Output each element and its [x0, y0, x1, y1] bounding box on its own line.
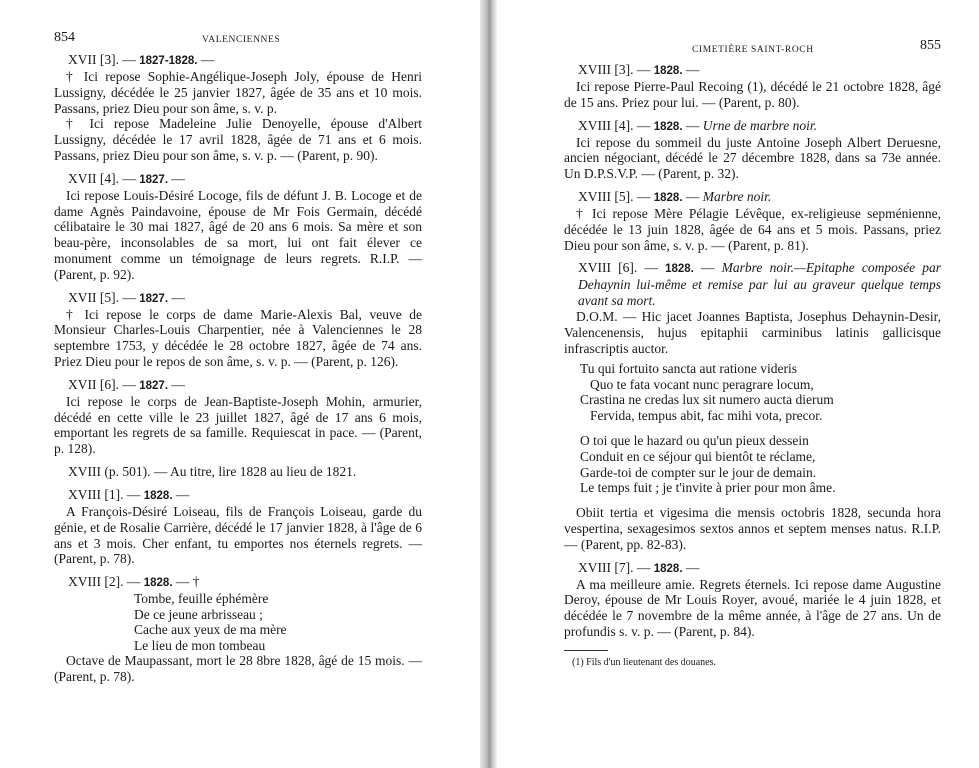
entry-text: Ici repose Louis-Désiré Locoge, fils de défunt J. B. Locoge et de dame Agnès Paindavoine, épouse de Mr Fois Germain, décédé célibataire le 30 mai 1827, âgé de 20 ans 6 mois. Sa mère et son beau-père, inconsolables de sa mort, lui ont fait élever ce monument comme un témoignage de leurs regrets. R.I.P. — (Parent, p. 92). [54, 187, 422, 282]
poem-line: Le lieu de mon tombeau [134, 637, 266, 653]
obiit-text: Obiit tertia et vigesima die mensis octobris 1828, secunda hora vespertina, sexagesimos sextos annos et septem menses natus. R.I.P. — (Parent, pp. 82-83). [564, 505, 941, 552]
entry-text: Ici repose le corps de Jean-Baptiste-Joseph Mohin, armurier, décédé en cette ville le 23 juillet 1827, âgé de 17 ans 6 mois, emportant les regrets de sa famille. Requiescat in pace. — (Parent, p. 128). [54, 393, 422, 457]
entry-xviii-2: XVIII [2]. — 1828. — † Tombe, feuille éphémère De ce jeune arbrisseau ; Cache aux yeux de ma mère Le lieu de mon tombeau Octave de Maupassant, mort le 28 8bre 1828, âgé de 15 mois. — (Parent, p. 78). [54, 574, 422, 684]
entry-xvii-6: XVII [6]. — 1827. — Ici repose le corps de Jean-Baptiste-Joseph Mohin, armurier, décédé en cette ville le 23 juillet 1827, âgé de 17 ans 6 mois, emportant les regrets de sa famille. Requiescat in pace. — (Parent, p. 128). [54, 376, 422, 457]
entry-xviii-correction: XVIII (p. 501). — Au titre, lire 1828 au lieu de 1821. [68, 463, 357, 479]
verse-line: Crastina ne credas lux sit numero aucta dierum [580, 392, 834, 408]
footnote: (1) Fils d'un lieutenant des douanes. [572, 656, 716, 668]
entry-xviii-4: XVIII [4]. — 1828. — Urne de marbre noir. Ici repose du sommeil du juste Antoine Joseph Albert Deruesne, ancien négociant, décédé le 27 décembre 1828, dans sa 73e année. Un D.P.S.V.P. — (Parent, p. 32). [564, 117, 941, 182]
entry-text: † Ici repose Sophie-Angélique-Joseph Joly, épouse de Henri Lussigny, décédée le 25 janvier 1827, âgée de 35 ans et 10 mois. Passans, priez Dieu pour son âme, s. v. p. [54, 69, 422, 116]
verse-line: Conduit en ce séjour qui bientôt te réclame, [580, 448, 816, 464]
entry-xviii-5: XVIII [5]. — 1828. — Marbre noir. † Ici repose Mère Pélagie Lévêque, ex-religieuse sepménienne, décédée le 13 juin 1828, âgée de 64 ans et 5 mois. Passans, priez Dieu pour son âme, s. v. p. — (Parent, p. 81). [564, 188, 941, 253]
verse-line: Quo te fata vocant nunc peragrare locum, [590, 376, 814, 392]
entry-text: Ici repose du sommeil du juste Antoine Joseph Albert Deruesne, ancien négociant, décédé le 27 décembre 1828, dans sa 73e année. Un D.P.S.V.P. — (Parent, p. 32). [564, 134, 941, 182]
french-verse [564, 433, 941, 496]
entry-text: † Ici repose Madeleine Julie Denoyelle, épouse d'Albert Lussigny, décédée le 17 avril 1828, âgée de 71 ans et 6 mois. Passans, priez Dieu pour son âme, s. v. p. — (Parent, p. 90). [54, 116, 422, 163]
book-gutter [480, 0, 497, 768]
entry-closing: Octave de Maupassant, mort le 28 8bre 1828, âgé de 15 mois. — (Parent, p. 78). [54, 653, 422, 684]
entry-text: † Ici repose le corps de dame Marie-Alexis Bal, veuve de Monsieur Charles-Louis Charpentier, née à Valenciennes le 28 septembre 1753, y décédée le 28 octobre 1827, âgée de 74 ans. Priez Dieu pour le repos de son âme, s. v. p. — (Parent, p. 126). [54, 306, 422, 369]
poem [54, 591, 422, 653]
entry-xviii-6: XVIII [6]. — 1828. — Marbre noir.—Epitaphe composée par Dehaynin lui-même et remise par lui au graveur quelque temps avant sa mort. D.O.M. — Hic jacet Joannes Baptista, Josephus Dehaynin-Desir, Valencenensis, hujus epitaphii carminibus latinis gallicisque infrascriptis auctor. Tu qui fortuito sancta aut ratione videris Quo te fata vocant nunc peragrare locum, Crastina ne credas lux sit numero aucta dierum Fervida, tempus abit, fac mihi vota, precor. O toi que le hazard ou qu'un pieux dessein Conduit en ce séjour qui bientôt te réclame, Garde-toi de compter sur le jour de demain. Le temps fuit ; je t'invite à prier pour mon âme. Obiit tertia et vigesima die mensis octobris 1828, secunda hora vespertina, sexagesimos sextos annos et septem menses natus. R.I.P. — (Parent, pp. 82-83). [564, 260, 941, 552]
poem-line: De ce jeune arbrisseau ; [134, 606, 263, 622]
entry-text: A François-Désiré Loiseau, fils de François Loiseau, garde du génie, et de Rosalie Carrière, décédé le 17 janvier 1828, à l'âge de 6 ans et 3 mois. Cher enfant, tu emportes nos éternels regrets. — (Parent, p. 78). [54, 503, 422, 567]
footnote-rule [564, 650, 608, 651]
left-running-title: VALENCIENNES [202, 35, 281, 45]
entry-xvii-3: XVII [3]. — 1827-1828. — † Ici repose Sophie-Angélique-Joseph Joly, épouse de Henri Lussigny, décédée le 25 janvier 1827, âgée de 35 ans et 10 mois. Passans, priez Dieu pour son âme, s. v. p. † Ici repose Madeleine Julie Denoyelle, épouse d'Albert Lussigny, décédée le 17 avril 1828, âgée de 71 ans et 6 mois. Passans, priez Dieu pour son âme, s. v. p. — (Parent, p. 90). [54, 52, 422, 163]
verse-line: Fervida, tempus abit, fac mihi vota, precor. [590, 408, 823, 424]
poem-line: Tombe, feuille éphémère [134, 591, 269, 607]
entry-xviii-7: XVIII [7]. — 1828. — A ma meilleure amie. Regrets éternels. Ici repose dame Augustine Deroy, épouse de Mr Louis Royer, avoué, mariée le 4 juin 1828, et décédée le 7 novembre de la même année, à l'âge de 27 ans. Un de profundis s. v. p. — (Parent, p. 84). [564, 559, 941, 639]
left-page [0, 0, 480, 768]
entry-text: † Ici repose Mère Pélagie Lévêque, ex-religieuse sepménienne, décédée le 13 juin 1828, âgée de 64 ans et 5 mois. Passans, priez Dieu pour son âme, s. v. p. — (Parent, p. 81). [564, 205, 941, 253]
poem-line: Cache aux yeux de ma mère [134, 622, 287, 638]
entry-xvii-4: XVII [4]. — 1827. — Ici repose Louis-Désiré Locoge, fils de défunt J. B. Locoge et de dame Agnès Paindavoine, épouse de Mr Fois Germain, décédé célibataire le 30 mai 1827, âgé de 20 ans 6 mois. Sa mère et son beau-père, inconsolables de sa mort, lui ont fait élever ce monument comme un témoignage de leurs regrets. R.I.P. — (Parent, p. 92). [54, 170, 422, 282]
verse-line: Tu qui fortuito sancta aut ratione videris [580, 360, 797, 376]
entry-xviii-3: XVIII [3]. — 1828. — Ici repose Pierre-Paul Recoing (1), décédé le 21 octobre 1828, âgé de 15 ans. Priez pour lui. — (Parent, p. 80). [564, 62, 941, 110]
right-page [497, 0, 979, 768]
entry-text: D.O.M. — Hic jacet Joannes Baptista, Josephus Dehaynin-Desir, Valencenensis, hujus epitaphii carminibus latinis gallicisque infrascriptis auctor. [564, 309, 941, 356]
right-page-number: 855 [920, 38, 941, 53]
right-header [564, 40, 941, 62]
left-header [54, 30, 422, 52]
latin-verse [564, 361, 941, 424]
verse-line: Garde-toi de compter sur le jour de demain. [580, 464, 817, 480]
verse-line: Le temps fuit ; je t'invite à prier pour mon âme. [580, 480, 836, 496]
entry-xviii-1: XVIII [1]. — 1828. — A François-Désiré Loiseau, fils de François Loiseau, garde du génie, et de Rosalie Carrière, décédé le 17 janvier 1828, à l'âge de 6 ans et 3 mois. Cher enfant, tu emportes nos éternels regrets. — (Parent, p. 78). [54, 486, 422, 567]
entry-text: A ma meilleure amie. Regrets éternels. Ici repose dame Augustine Deroy, épouse de Mr Louis Royer, avoué, mariée le 4 juin 1828, et décédée le 7 novembre de la même année, à l'âge de 27 ans. Un de profundis s. v. p. — (Parent, p. 84). [564, 576, 941, 639]
entry-xvii-5: XVII [5]. — 1827. — † Ici repose le corps de dame Marie-Alexis Bal, veuve de Monsieur Charles-Louis Charpentier, née à Valenciennes le 28 septembre 1753, y décédée le 28 octobre 1827, âgée de 74 ans. Priez Dieu pour le repos de son âme, s. v. p. — (Parent, p. 126). [54, 289, 422, 369]
right-running-title: CIMETIÈRE SAINT-ROCH [692, 45, 814, 55]
entry-text: Ici repose Pierre-Paul Recoing (1), décédé le 21 octobre 1828, âgé de 15 ans. Priez pour lui. — (Parent, p. 80). [564, 79, 941, 110]
verse-line: O toi que le hazard ou qu'un pieux dessein [580, 432, 809, 448]
left-page-number: 854 [54, 30, 75, 45]
